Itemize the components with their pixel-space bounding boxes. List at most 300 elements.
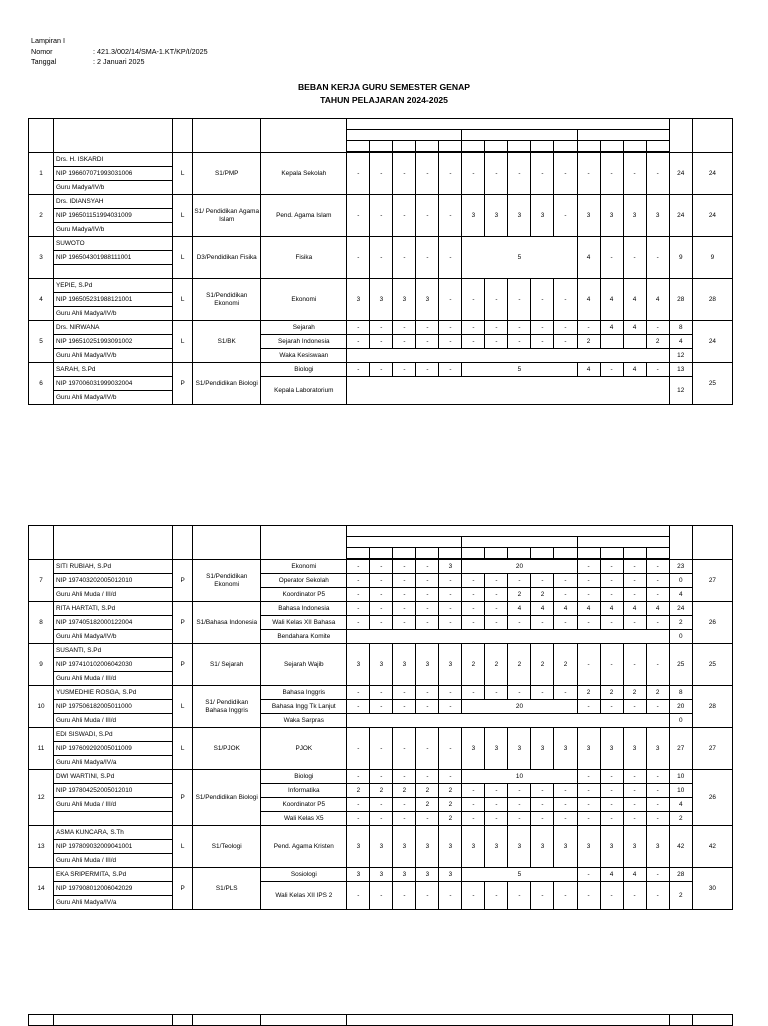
value-cell: 3: [646, 195, 669, 237]
value-cell: 3: [347, 868, 370, 882]
value-cell: -: [623, 574, 646, 588]
header-cell: [370, 141, 393, 152]
value-cell: -: [439, 237, 462, 279]
teacher-number: 4: [29, 279, 54, 321]
header-cell: [669, 526, 692, 560]
header-cell: [193, 119, 261, 153]
value-cell: -: [347, 686, 370, 700]
value-cell: 10: [462, 770, 577, 784]
value-cell: 8: [669, 321, 692, 335]
teacher-nip: NIP 196501151994031009: [54, 209, 173, 223]
value-cell: 20: [669, 700, 692, 714]
value-cell: -: [646, 882, 669, 910]
subject: Sejarah: [261, 321, 347, 335]
value-cell: -: [439, 602, 462, 616]
value-cell: 2: [577, 335, 600, 349]
header-cell: [692, 526, 732, 560]
teacher-rank: Guru Ahli Madya/IV/a: [54, 896, 173, 910]
header-cell: [646, 548, 669, 559]
subject: Informatika: [261, 784, 347, 798]
subject: Biologi: [261, 363, 347, 377]
value-cell: -: [347, 812, 370, 826]
nomor-label: Nomor: [31, 46, 53, 56]
value-cell: 2: [439, 784, 462, 798]
value-cell: -: [393, 602, 416, 616]
teacher-nip: NIP 197006031999032004: [54, 377, 173, 391]
value-cell: -: [370, 574, 393, 588]
workload-table-1: [28, 118, 733, 405]
value-cell: -: [623, 153, 646, 195]
value-cell: -: [531, 279, 554, 321]
teacher-row: [29, 349, 733, 363]
value-cell: 3: [623, 826, 646, 868]
value-cell: -: [393, 616, 416, 630]
value-cell: 4: [600, 321, 623, 335]
value-cell: 23: [669, 560, 692, 574]
subject: Sejarah Indonesia: [261, 335, 347, 349]
value-cell: 4: [623, 602, 646, 616]
header-cell: [261, 526, 347, 560]
subject: Ekonomi: [261, 279, 347, 321]
value-cell: -: [439, 770, 462, 784]
value-cell: -: [416, 686, 439, 700]
value-cell: -: [347, 574, 370, 588]
header-cell: [393, 141, 416, 152]
value-cell: 3: [577, 826, 600, 868]
workload-table-3-header: [28, 1014, 733, 1026]
nomor-value: : 421.3/002/14/SMA-1.KT/KP/I/2025: [93, 46, 208, 56]
teacher-total: 9: [692, 237, 732, 279]
value-cell: 4: [577, 237, 600, 279]
value-cell: -: [554, 335, 577, 349]
value-cell: -: [393, 686, 416, 700]
teacher-nip: NIP 197804252005012010: [54, 784, 173, 798]
value-cell: -: [347, 602, 370, 616]
value-cell: -: [393, 321, 416, 335]
value-cell: -: [623, 784, 646, 798]
value-cell: -: [531, 882, 554, 910]
value-cell: -: [462, 602, 485, 616]
value-cell: 2: [462, 644, 485, 686]
value-cell: [347, 630, 669, 644]
teacher-row: [29, 784, 733, 798]
teacher-rank: Guru Ahli Madya/IV/b: [54, 307, 173, 321]
value-cell: 3: [531, 728, 554, 770]
value-cell: 3: [623, 728, 646, 770]
teacher-gender: P: [173, 770, 193, 826]
teacher-row: [29, 686, 733, 700]
teacher-nip: NIP 197506182005011000: [54, 700, 173, 714]
value-cell: 3: [416, 644, 439, 686]
teacher-gender: L: [173, 321, 193, 363]
value-cell: 2: [646, 686, 669, 700]
teacher-rank: Guru Ahli Muda / III/d: [54, 672, 173, 686]
value-cell: -: [508, 686, 531, 700]
value-cell: -: [485, 335, 508, 349]
teacher-education: S1/Pendidikan Biologi: [193, 363, 261, 405]
value-cell: -: [439, 153, 462, 195]
teacher-rank: Guru Ahli Muda / III/d: [54, 854, 173, 868]
value-cell: -: [577, 798, 600, 812]
value-cell: -: [531, 574, 554, 588]
value-cell: 28: [669, 279, 692, 321]
value-cell: -: [646, 616, 669, 630]
value-cell: 4: [577, 602, 600, 616]
value-cell: -: [554, 616, 577, 630]
value-cell: 3: [485, 195, 508, 237]
value-cell: -: [600, 784, 623, 798]
value-cell: -: [646, 588, 669, 602]
teacher-number: 8: [29, 602, 54, 644]
value-cell: -: [531, 335, 554, 349]
value-cell: 3: [439, 560, 462, 574]
teacher-gender: L: [173, 153, 193, 195]
teacher-rank: Guru Ahli Madya/IV/a: [54, 756, 173, 770]
header-cell: [600, 141, 623, 152]
value-cell: -: [439, 728, 462, 770]
value-cell: 9: [669, 237, 692, 279]
value-cell: -: [462, 686, 485, 700]
teacher-rank: Guru Madya/IV/b: [54, 223, 173, 237]
value-cell: 3: [600, 728, 623, 770]
teacher-row: [29, 377, 733, 391]
header-cell: [577, 130, 669, 141]
value-cell: -: [347, 770, 370, 784]
header-cell: [577, 537, 669, 548]
value-cell: -: [462, 616, 485, 630]
value-cell: 13: [669, 363, 692, 377]
value-cell: -: [370, 153, 393, 195]
teacher-gender: P: [173, 602, 193, 644]
subject: Wali Kelas XII Bahasa: [261, 616, 347, 630]
teacher-number: 11: [29, 728, 54, 770]
value-cell: -: [416, 700, 439, 714]
header-cell: [623, 548, 646, 559]
value-cell: -: [554, 195, 577, 237]
value-cell: -: [623, 812, 646, 826]
value-cell: -: [623, 588, 646, 602]
header-cell: [393, 548, 416, 559]
value-cell: -: [646, 560, 669, 574]
value-cell: -: [439, 882, 462, 910]
value-cell: 2: [485, 644, 508, 686]
teacher-row: [29, 630, 733, 644]
teacher-gender: P: [173, 560, 193, 602]
value-cell: 3: [347, 279, 370, 321]
value-cell: -: [347, 798, 370, 812]
value-cell: 25: [669, 644, 692, 686]
subject: Wali Kelas XII IPS 2: [261, 882, 347, 910]
value-cell: 20: [462, 700, 577, 714]
value-cell: -: [439, 195, 462, 237]
teacher-name: Drs. IDIANSYAH: [54, 195, 173, 209]
teacher-total: 26: [692, 770, 732, 826]
value-cell: -: [393, 812, 416, 826]
value-cell: 42: [669, 826, 692, 868]
value-cell: 3: [485, 826, 508, 868]
teacher-name: YUSMEDHIE ROSGA, S.Pd: [54, 686, 173, 700]
value-cell: 3: [531, 195, 554, 237]
value-cell: -: [416, 602, 439, 616]
value-cell: -: [393, 153, 416, 195]
value-cell: 24: [669, 602, 692, 616]
value-cell: -: [370, 560, 393, 574]
value-cell: 3: [577, 195, 600, 237]
value-cell: 2: [669, 882, 692, 910]
header-cell: [29, 526, 54, 560]
header-cell: [347, 548, 370, 559]
subject: Sejarah Wajib: [261, 644, 347, 686]
value-cell: -: [462, 574, 485, 588]
subject: Sosiologi: [261, 868, 347, 882]
teacher-education: S1/ Pendidikan Agama Islam: [193, 195, 261, 237]
value-cell: -: [370, 363, 393, 377]
header-cell: [261, 119, 347, 153]
title-line-1: BEBAN KERJA GURU SEMESTER GENAP: [297, 82, 471, 92]
value-cell: [623, 335, 646, 349]
value-cell: 0: [669, 574, 692, 588]
value-cell: -: [416, 195, 439, 237]
teacher-total: 42: [692, 826, 732, 868]
value-cell: -: [554, 153, 577, 195]
value-cell: 3: [347, 826, 370, 868]
value-cell: -: [485, 602, 508, 616]
teacher-name: SUWOTO: [54, 237, 173, 251]
value-cell: 4: [623, 321, 646, 335]
value-cell: 20: [462, 560, 577, 574]
tanggal-label: Tanggal: [31, 57, 57, 66]
teacher-name: ASMA KUNCARA, S.Th: [54, 826, 173, 840]
value-cell: -: [416, 770, 439, 784]
header-cell: [347, 141, 370, 152]
value-cell: -: [393, 770, 416, 784]
header-cell: [669, 119, 692, 153]
value-cell: -: [370, 882, 393, 910]
header-cell: [370, 548, 393, 559]
header-cell: [462, 130, 577, 141]
value-cell: [600, 335, 623, 349]
value-cell: -: [439, 279, 462, 321]
subject: Bahasa Indonesia: [261, 602, 347, 616]
header-cell: [173, 526, 193, 560]
teacher-gender: P: [173, 868, 193, 910]
value-cell: 3: [623, 195, 646, 237]
value-cell: 4: [669, 588, 692, 602]
value-cell: -: [347, 195, 370, 237]
value-cell: -: [646, 700, 669, 714]
title-line-2: TAHUN PELAJARAN 2024-2025: [320, 94, 448, 105]
value-cell: -: [347, 560, 370, 574]
header-cell: [554, 141, 577, 152]
subject: Waka Sarpras: [261, 714, 347, 728]
value-cell: 3: [370, 279, 393, 321]
header-cell: [508, 141, 531, 152]
value-cell: 3: [393, 868, 416, 882]
value-cell: 4: [600, 602, 623, 616]
value-cell: -: [485, 784, 508, 798]
teacher-total: 24: [692, 153, 732, 195]
value-cell: -: [508, 335, 531, 349]
value-cell: -: [600, 153, 623, 195]
value-cell: -: [508, 812, 531, 826]
value-cell: -: [370, 335, 393, 349]
value-cell: -: [646, 798, 669, 812]
header-cell: [554, 548, 577, 559]
value-cell: -: [370, 812, 393, 826]
value-cell: -: [462, 798, 485, 812]
value-cell: -: [416, 335, 439, 349]
value-cell: 10: [669, 770, 692, 784]
value-cell: -: [508, 882, 531, 910]
value-cell: 2: [623, 686, 646, 700]
teacher-row: [29, 321, 733, 335]
subject: Kepala Laboratorium: [261, 377, 347, 405]
subject: Bahasa Inggris: [261, 686, 347, 700]
teacher-rank: Guru Madya/IV/b: [54, 181, 173, 195]
value-cell: 28: [669, 868, 692, 882]
value-cell: -: [646, 812, 669, 826]
header-cell: [600, 548, 623, 559]
value-cell: -: [416, 812, 439, 826]
value-cell: -: [623, 560, 646, 574]
teacher-gender: L: [173, 279, 193, 321]
teacher-number: 10: [29, 686, 54, 728]
value-cell: 8: [669, 686, 692, 700]
teacher-gender: L: [173, 237, 193, 279]
value-cell: -: [646, 237, 669, 279]
value-cell: 2: [577, 686, 600, 700]
value-cell: 2: [393, 784, 416, 798]
teacher-name: RITA HARTATI, S.Pd: [54, 602, 173, 616]
value-cell: -: [577, 700, 600, 714]
value-cell: -: [646, 784, 669, 798]
teacher-number: 9: [29, 644, 54, 686]
value-cell: -: [646, 321, 669, 335]
value-cell: -: [370, 602, 393, 616]
value-cell: -: [347, 882, 370, 910]
value-cell: 27: [669, 728, 692, 770]
teacher-row: [29, 279, 733, 293]
teacher-nip: NIP 197410102006042030: [54, 658, 173, 672]
teacher-row: [29, 728, 733, 742]
value-cell: 5: [462, 237, 577, 279]
value-cell: 2: [508, 588, 531, 602]
value-cell: -: [508, 616, 531, 630]
value-cell: 3: [439, 826, 462, 868]
value-cell: 3: [531, 826, 554, 868]
subject: PJOK: [261, 728, 347, 770]
value-cell: -: [508, 784, 531, 798]
teacher-total: 28: [692, 686, 732, 728]
header-cell: [692, 119, 732, 153]
value-cell: -: [623, 882, 646, 910]
teacher-name: EKA SRIPERMITA, S.Pd: [54, 868, 173, 882]
value-cell: -: [462, 882, 485, 910]
value-cell: -: [554, 784, 577, 798]
value-cell: 24: [669, 195, 692, 237]
teacher-number: 1: [29, 153, 54, 195]
value-cell: 2: [646, 335, 669, 349]
subject: Waka Kesiswaan: [261, 349, 347, 363]
teacher-row: [29, 812, 733, 826]
teacher-row: [29, 770, 733, 784]
teacher-rank: Guru Ahli Madya/IV/b: [54, 630, 173, 644]
value-cell: 3: [370, 644, 393, 686]
workload-table-2: [28, 525, 733, 910]
value-cell: -: [370, 728, 393, 770]
value-cell: -: [577, 321, 600, 335]
teacher-nip: NIP 196505231988121001: [54, 293, 173, 307]
subject: Bahasa Ingg Tk Lanjut: [261, 700, 347, 714]
value-cell: [347, 377, 669, 405]
value-cell: -: [623, 700, 646, 714]
value-cell: -: [393, 335, 416, 349]
header-cell: [462, 548, 485, 559]
teacher-nip: NIP 196504301988111001: [54, 251, 173, 265]
value-cell: -: [531, 812, 554, 826]
teacher-education: S1/Pendidikan Ekonomi: [193, 560, 261, 602]
subject: Fisika: [261, 237, 347, 279]
value-cell: -: [600, 574, 623, 588]
teacher-nip: NIP 197908012006042029: [54, 882, 173, 896]
value-cell: -: [485, 279, 508, 321]
subject: Koordinator P5: [261, 798, 347, 812]
value-cell: -: [462, 321, 485, 335]
teacher-row: [29, 237, 733, 251]
value-cell: -: [393, 560, 416, 574]
header-cell: [462, 141, 485, 152]
value-cell: -: [393, 588, 416, 602]
teacher-row: [29, 560, 733, 574]
teacher-number: 14: [29, 868, 54, 910]
value-cell: -: [600, 770, 623, 784]
value-cell: -: [347, 153, 370, 195]
value-cell: 3: [462, 826, 485, 868]
value-cell: -: [531, 784, 554, 798]
value-cell: 4: [669, 798, 692, 812]
teacher-number: 2: [29, 195, 54, 237]
teacher-number: 5: [29, 321, 54, 363]
value-cell: -: [623, 616, 646, 630]
value-cell: -: [370, 700, 393, 714]
value-cell: -: [439, 321, 462, 335]
value-cell: -: [370, 770, 393, 784]
value-cell: 3: [485, 728, 508, 770]
subject: Koordinator P5: [261, 588, 347, 602]
document-meta: [31, 36, 208, 68]
value-cell: 2: [669, 616, 692, 630]
value-cell: -: [439, 616, 462, 630]
teacher-nip: NIP 197405182000122004: [54, 616, 173, 630]
teacher-name: SITI RUBIAH, S.Pd: [54, 560, 173, 574]
value-cell: -: [485, 882, 508, 910]
value-cell: -: [393, 798, 416, 812]
value-cell: -: [554, 798, 577, 812]
value-cell: -: [370, 321, 393, 335]
value-cell: 10: [669, 784, 692, 798]
value-cell: 2: [669, 812, 692, 826]
value-cell: -: [554, 882, 577, 910]
value-cell: -: [554, 279, 577, 321]
value-cell: -: [393, 574, 416, 588]
teacher-gender: P: [173, 644, 193, 686]
teacher-name: SUSANTI, S.Pd: [54, 644, 173, 658]
value-cell: -: [416, 588, 439, 602]
value-cell: 3: [508, 195, 531, 237]
value-cell: -: [416, 616, 439, 630]
header-cell: [29, 119, 54, 153]
value-cell: -: [577, 784, 600, 798]
